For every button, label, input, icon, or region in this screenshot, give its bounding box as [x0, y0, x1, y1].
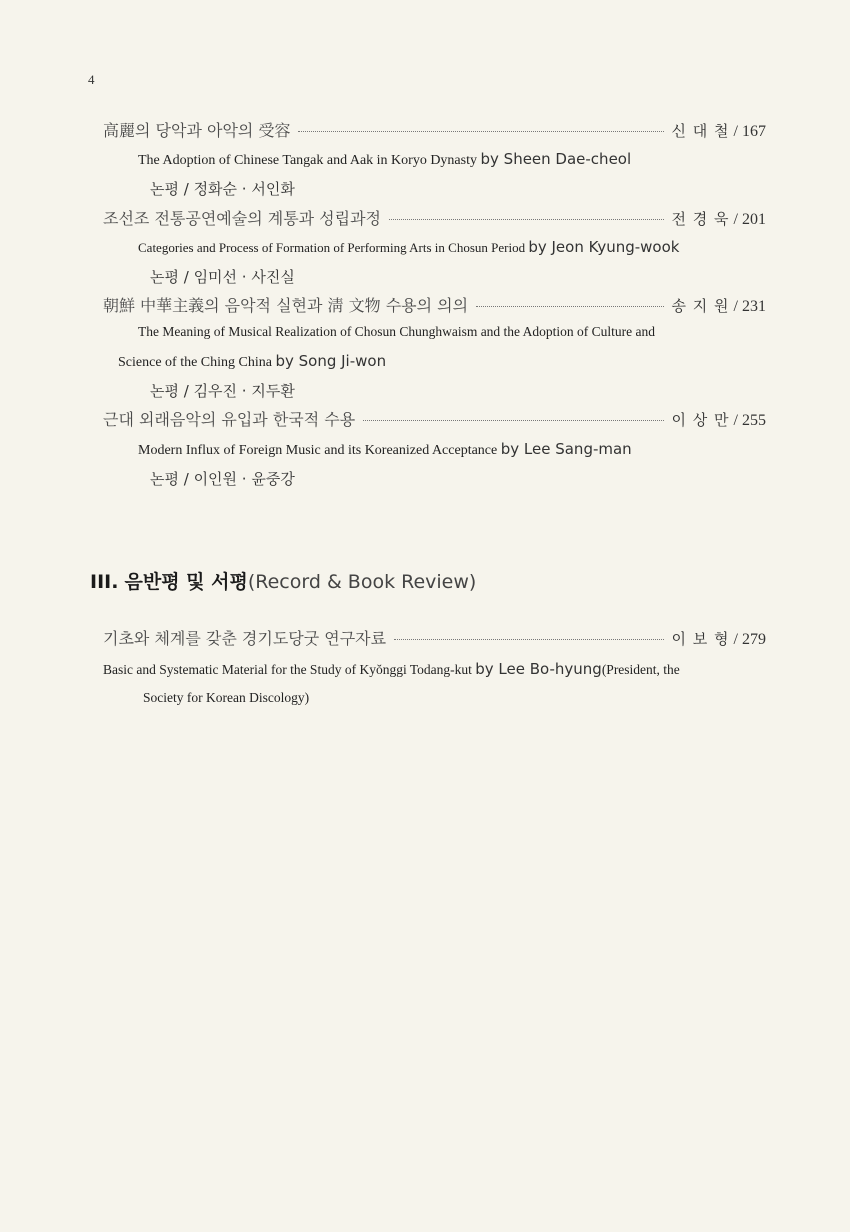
toc-entry-3[interactable]: [103, 293, 766, 317]
byline: by Lee Sang-man: [500, 440, 632, 458]
entry-title: 高麗의 당악과 아악의 受容: [103, 121, 291, 140]
toc-entry-book-review[interactable]: [103, 626, 766, 650]
entry-english-title: [138, 440, 632, 459]
dot-leader: [363, 420, 663, 421]
byline: by Sheen Dae-cheol: [480, 150, 632, 168]
byline: by Lee Bo-hyung: [475, 660, 602, 678]
english-title-text: The Adoption of Chinese Tangak and Aak in Koryo Dynasty: [138, 153, 477, 168]
entry-title: 기초와 체계를 갖춘 경기도당굿 연구자료: [103, 629, 387, 648]
review-line: 논평 / 정화순 · 서인화: [150, 180, 295, 198]
review-line: 논평 / 김우진 · 지두환: [150, 382, 295, 400]
page-number: 4: [88, 72, 95, 87]
entry-title: 근대 외래음악의 유입과 한국적 수용: [103, 410, 356, 429]
english-suffix: (President, the: [601, 662, 680, 677]
dot-leader: [394, 639, 663, 640]
byline: by Song Ji-won: [275, 352, 387, 370]
english-title-text: Science of the Ching China: [118, 355, 272, 370]
entry-english-title-line2: [118, 352, 386, 371]
book-review-english-line1: [103, 660, 680, 678]
dot-leader: [298, 131, 663, 132]
toc-entry-1[interactable]: [103, 118, 766, 142]
byline: by Jeon Kyung-wook: [528, 238, 680, 256]
english-title-text: Basic and Systematic Material for the Study of Kyŏnggi Todang-kut: [103, 662, 472, 677]
book-review-english-line2: Society for Korean Discology): [143, 690, 310, 705]
review-line: 논평 / 이인원 · 윤중강: [150, 470, 295, 488]
toc-entry-4[interactable]: [103, 407, 766, 431]
section-title-ko: 음반평 및 서평: [124, 571, 248, 593]
dot-leader: [476, 306, 663, 307]
entry-title: 조선조 전통공연예술의 계통과 성립과정: [103, 209, 382, 228]
english-title-text: Modern Influx of Foreign Music and its Koreanized Acceptance: [138, 443, 498, 458]
entry-english-title: [138, 150, 631, 169]
toc-entry-2[interactable]: [103, 206, 766, 230]
entry-english-title-line1: The Meaning of Musical Realization of Chosun Chunghwaism and the Adoption of Culture and: [138, 324, 656, 339]
entry-author: 전 경 욱: [671, 210, 730, 228]
entry-english-title: [138, 238, 679, 256]
entry-title: 朝鮮 中華主義의 음악적 실현과 淸 文物 수용의 의의: [103, 296, 469, 315]
section-title-en: (Record & Book Review): [247, 571, 477, 593]
dot-leader: [389, 219, 664, 220]
english-title-text: Categories and Process of Formation of Performing Arts in Chosun Period: [138, 240, 526, 255]
section-heading: [90, 567, 476, 594]
entry-page: / 201: [733, 211, 766, 228]
entry-page: / 255: [733, 412, 766, 429]
entry-page: / 279: [733, 631, 766, 648]
entry-page: / 231: [733, 298, 766, 315]
entry-author: 이 상 만: [671, 411, 730, 429]
review-line: 논평 / 임미선 · 사진실: [150, 268, 295, 286]
entry-page: / 167: [733, 123, 766, 140]
section-numeral: III.: [90, 571, 119, 593]
entry-author: 신 대 철: [671, 122, 730, 140]
entry-author: 송 지 원: [671, 297, 730, 315]
entry-author: 이 보 형: [671, 630, 730, 648]
